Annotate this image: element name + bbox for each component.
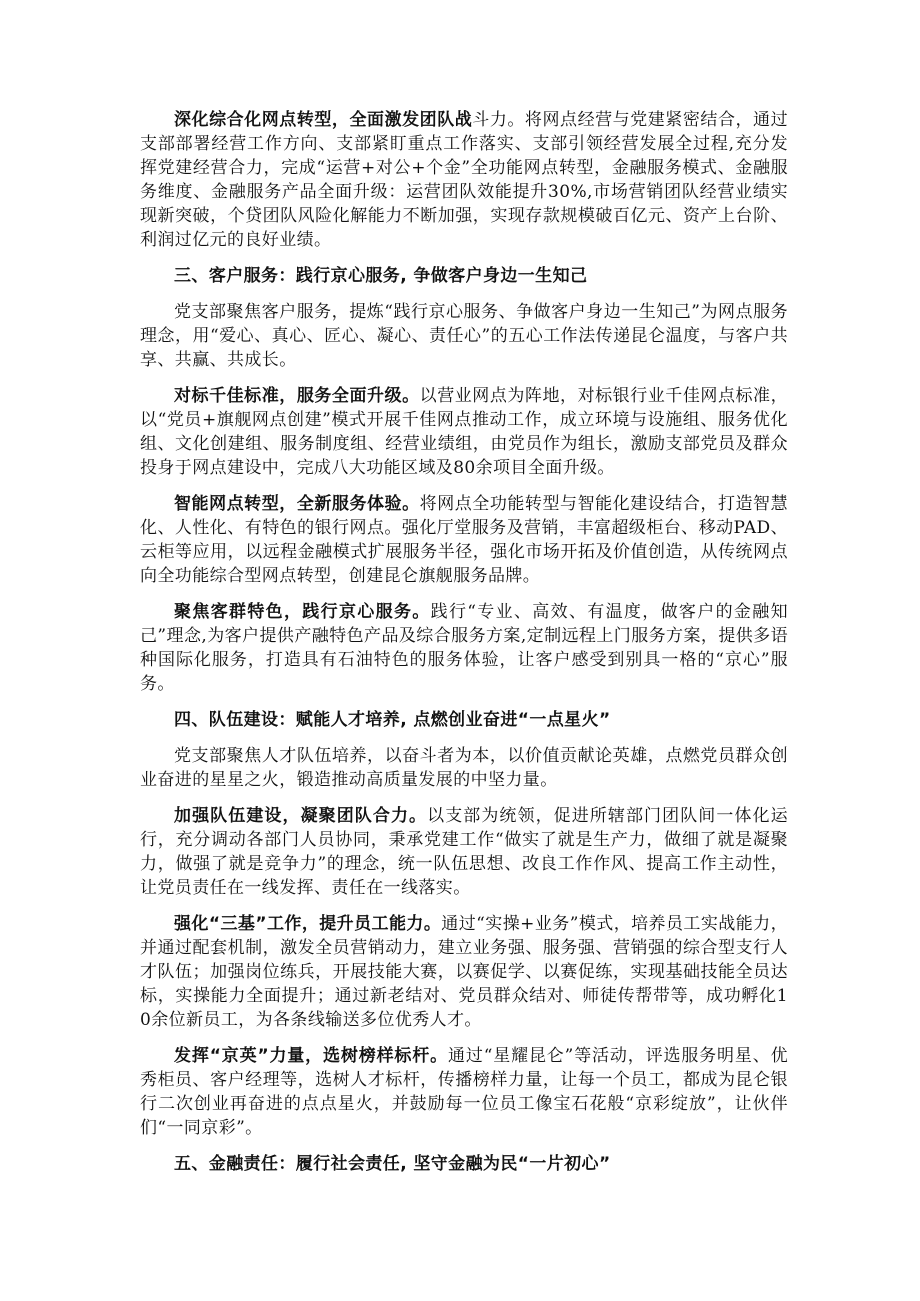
paragraph-smart-branch xyxy=(140,492,788,588)
paragraph-benchmark-standard xyxy=(140,384,788,480)
paragraph-lead: 深化综合化网点转型，全面激发团队战 xyxy=(174,110,473,130)
paragraph-body: 以支部为统领，促进所辖部门团队间一体化运行，充分调动各部门人员协同，秉承党建工作“做实了就是生产力，做细了就是凝聚力，做强了就是竞争力”的理念，统一队伍思想、改良工作作风、提高工作主动性，让党员责任在一线发挥、责任在一线落实。 xyxy=(140,806,788,898)
paragraph-role-models xyxy=(140,1044,788,1140)
section-heading-financial-responsibility: 五、金融责任：履行社会责任, 坚守金融为民“一片初心” xyxy=(174,1154,611,1174)
paragraph-body: 通过“星耀昆仑”等活动，评选服务明星、优秀柜员、客户经理等，选树人才标杆，传播榜样力量，让每一个员工，都成为昆仑银行二次创业再奋进的点点星火，并鼓励每一位员工像宝石花般“京彩绽放”，让伙伴们“一同京彩”。 xyxy=(140,1046,788,1138)
paragraph-customer-features xyxy=(140,600,788,696)
paragraph-network-transformation xyxy=(140,108,788,252)
paragraph-team-cohesion xyxy=(140,804,788,900)
paragraph-lead: 聚焦客群特色，践行京心服务。 xyxy=(174,602,431,622)
paragraph-body: 党支部聚焦客户服务，提炼“践行京心服务、争做客户身边一生知己”为网点服务理念，用“爱心、真心、匠心、凝心、责任心”的五心工作法传递昆仑温度，与客户共享、共赢、共成长。 xyxy=(140,302,788,370)
paragraph-lead: 发挥“京英”力量，选树榜样标杆。 xyxy=(174,1046,448,1066)
document-page xyxy=(140,108,788,1188)
paragraph-lead: 强化“三基”工作，提升员工能力。 xyxy=(174,914,442,934)
paragraph-body: 以营业网点为阵地，对标银行业千佳网点标准，以“党员+旗舰网点创建”模式开展千佳网点推动工作，成立环境与设施组、服务优化组、文化创建组、服务制度组、经营业绩组，由党员作为组长，激励支部党员及群众投身于网点建设中，完成八大功能区域及80余项目全面升级。 xyxy=(140,386,788,478)
section-heading-team-building: 四、队伍建设：赋能人才培养, 点燃创业奋进“一点星火” xyxy=(174,710,611,730)
paragraph-lead: 加强队伍建设，凝聚团队合力。 xyxy=(174,806,428,826)
paragraph-customer-intro xyxy=(140,300,788,372)
section-heading-customer-service: 三、客户服务：践行京心服务, 争做客户身边一生知己 xyxy=(174,266,588,286)
paragraph-body: 通过“实操+业务”模式，培养员工实战能力，并通过配套机制，激发全员营销动力，建立业务强、服务强、营销强的综合型支行人才队伍；加强岗位练兵，开展技能大赛，以赛促学、以赛促练，实现基础技能全员达标，实操能力全面提升；通过新老结对、党员群众结对、师徒传帮带等，成功孵化10余位新员工，为各条线输送多位优秀人才。 xyxy=(140,914,788,1030)
paragraph-body: 践行“专业、高效、有温度，做客户的金融知己”理念,为客户提供产融特色产品及综合服务方案,定制远程上门服务方案，提供多语种国际化服务，打造具有石油特色的服务体验，让客户感受到别具一格的“京心”服务。 xyxy=(140,602,788,694)
paragraph-team-intro xyxy=(140,744,788,792)
paragraph-body: 党支部聚焦人才队伍培养，以奋斗者为本，以价值贡献论英雄，点燃党员群众创业奋进的星星之火，锻造推动高质量发展的中坚力量。 xyxy=(140,746,788,790)
paragraph-lead: 智能网点转型，全新服务体验。 xyxy=(174,494,420,514)
paragraph-body: 将网点全功能转型与智能化建设结合，打造智慧化、人性化、有特色的银行网点。强化厅堂服务及营销，丰富超级柜台、移动PAD、云柜等应用，以远程金融模式扩展服务半径，强化市场开拓及价值创造，从传统网点向全功能综合型网点转型，创建昆仑旗舰服务品牌。 xyxy=(140,494,788,586)
paragraph-body: 斗力。将网点经营与党建紧密结合，通过支部部署经营工作方向、支部紧盯重点工作落实、支部引领经营发展全过程,充分发挥党建经营合力，完成“运营+对公+个金”全功能网点转型，金融服务模式、金融服务维度、金融服务产品全面升级：运营团队效能提升30%,市场营销团队经营业绩实现新突破，个贷团队风险化解能力不断加强，实现存款规模破百亿元、资产上台阶、利润过亿元的良好业绩。 xyxy=(140,110,788,250)
paragraph-lead: 对标千佳标准，服务全面升级。 xyxy=(174,386,420,406)
paragraph-three-basics xyxy=(140,912,788,1032)
